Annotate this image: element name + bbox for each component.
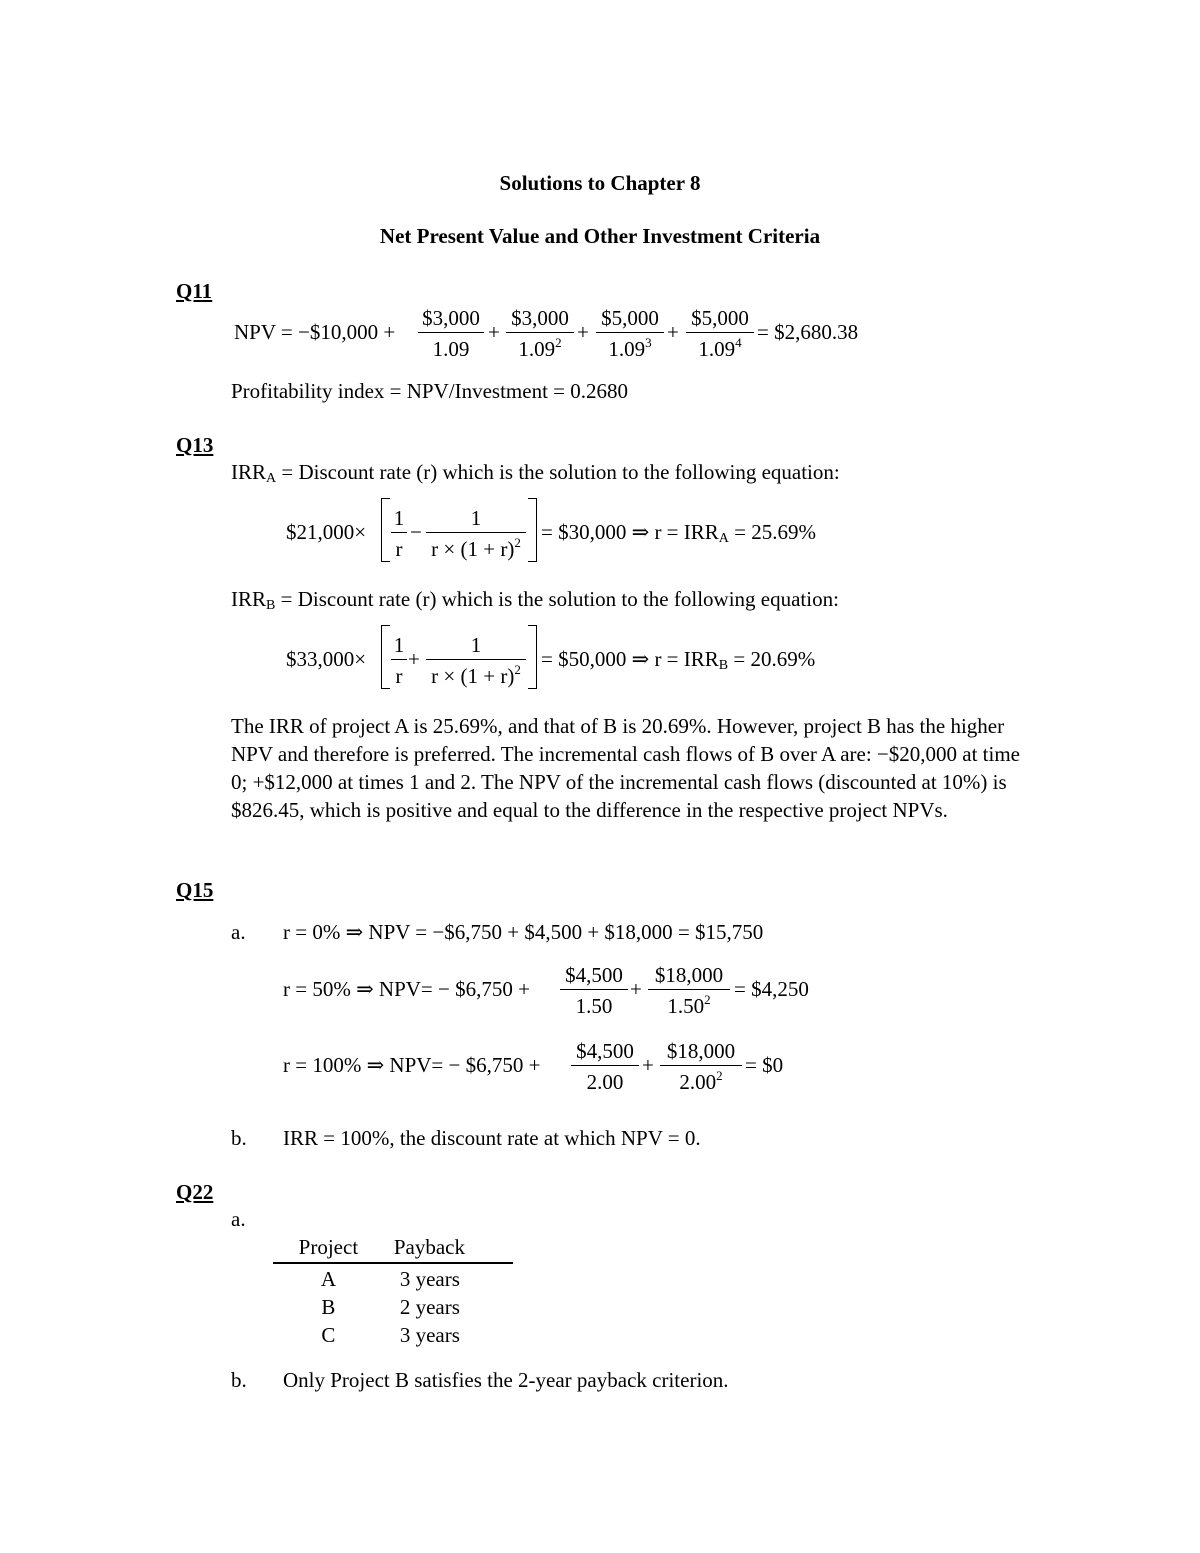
q11-fraction-2 (506, 308, 574, 360)
q13-eq-a-fraction-1: $\frac{1}{r}$ (391, 508, 407, 560)
q13-irr-a-definition: $IRR_A$ = Discount rate (r) which is the solution to the following equation: (231, 460, 840, 486)
q13-eq-b-fraction-2: $\frac{1}{r \times (1 + r)^2}$ (426, 635, 526, 687)
table-row (273, 1320, 513, 1348)
q15-line-3-fraction-1: $\frac{\$4,500}{2.00}$ (571, 1041, 639, 1093)
page-title: Solutions to Chapter 8 (499, 171, 701, 195)
project-cell: B (321, 1295, 336, 1319)
q11-fraction-1-denominator: 1.09 (432, 337, 470, 361)
q13-explanation: The IRR of project A is 25.69%, and that of B is 20.69%. However, project B has the higher NPV and therefore is preferred. The incremental cash flows of B over A are: −$20,000 at time 0; +$12,000 at times 1 and 2. The NPV of the incremental cash flows (discounted at 10%) is $826.45, which is positive and equal to the difference in the respective project NPVs. (231, 714, 1020, 822)
q13-eq-b-fraction-1: $\frac{1}{r}$ (391, 635, 407, 687)
plus-sign: + (642, 1053, 654, 1077)
q11-heading: Q11 (176, 279, 213, 303)
q22-a-label: a. (231, 1207, 246, 1231)
q13-eq-a-rhs: = $30,000 ⇒ $r = IRR_A = 25.69\%$ (541, 520, 817, 546)
q15-line-2-lhs: r = 50% ⇒ NPV= − $6,750 + (283, 977, 530, 1001)
q15-b-label: b. (231, 1126, 247, 1150)
q15-line-2-fraction-2: $\frac{\$18,000}{1.50^2}$ (648, 965, 730, 1017)
q22-b-label: b. (231, 1368, 247, 1392)
q11-profitability-index: Profitability index = NPV/Investment = 0.2680 (231, 379, 628, 403)
q11-fraction-3-denominator: 1.09$^3$ (608, 335, 652, 361)
plus-sign: + (488, 320, 500, 344)
minus-sign: − (410, 520, 422, 544)
q15-line-1: r = 0% ⇒ NPV = −$6,750 + $4,500 + $18,000 = $15,750 (283, 920, 764, 944)
q13-irr-b-definition: $IRR_B$ = Discount rate (r) which is the solution to the following equation: (231, 587, 839, 613)
q13-heading: Q13 (176, 433, 214, 457)
plus-sign: + (667, 320, 679, 344)
q15-line-2-result: = $4,250 (734, 977, 809, 1001)
project-cell: A (320, 1267, 336, 1291)
project-cell: C (321, 1323, 336, 1347)
payback-cell: 3 years (399, 1323, 460, 1347)
left-bracket (381, 498, 390, 562)
q15-heading: Q15 (176, 878, 214, 902)
plus-sign: + (630, 977, 642, 1001)
q15-b-text: IRR = 100%, the discount rate at which NPV = 0. (283, 1126, 701, 1150)
q11-fraction-3-numerator: $5,000 (596, 308, 664, 333)
right-bracket (528, 625, 537, 689)
column-header-project: Project (273, 1235, 384, 1263)
column-header-payback: Payback (384, 1235, 513, 1263)
q15-line-3-lhs: r = 100% ⇒ NPV= − $6,750 + (283, 1053, 541, 1077)
q11-fraction-2-numerator: $3,000 (506, 308, 574, 333)
q15-a-label: a. (231, 920, 246, 944)
left-bracket (381, 625, 390, 689)
q13-eq-b-rhs: = $50,000 ⇒ $r = IRR_B = 20.69\%$ (541, 647, 816, 673)
q11-fraction-4-numerator: $5,000 (686, 308, 754, 333)
q22-b-text: Only Project B satisfies the 2-year payback criterion. (283, 1368, 729, 1392)
q13-eq-b-lhs: $33,000× (286, 647, 367, 671)
right-bracket (528, 498, 537, 562)
plus-sign: + (408, 647, 420, 671)
q11-npv-result: = $2,680.38 (757, 320, 859, 344)
payback-table (273, 1235, 513, 1348)
payback-cell: 3 years (399, 1267, 460, 1291)
q11-fraction-4-denominator: 1.09$^4$ (698, 335, 742, 361)
q15-line-2-fraction-1: $\frac{\$4,500}{1.50}$ (560, 965, 628, 1017)
table-row (273, 1263, 513, 1292)
q11-fraction-1 (418, 308, 484, 360)
q11-fraction-2-denominator: 1.09$^2$ (518, 335, 562, 361)
payback-cell: 2 years (399, 1295, 460, 1319)
q11-fraction-4 (686, 308, 754, 360)
table-header-row (273, 1235, 513, 1263)
q15-line-3-result: = $0 (745, 1053, 784, 1077)
q22-heading: Q22 (176, 1180, 214, 1204)
q11-fraction-1-numerator: $3,000 (418, 308, 484, 333)
table-row (273, 1292, 513, 1320)
q13-eq-a-fraction-2: $\frac{1}{r \times (1 + r)^2}$ (426, 508, 526, 560)
q11-npv-lhs: NPV = −$10,000 + (234, 320, 396, 344)
q11-fraction-3 (596, 308, 664, 360)
page-subtitle: Net Present Value and Other Investment Criteria (379, 224, 821, 248)
plus-sign: + (577, 320, 589, 344)
q13-eq-a-lhs: $21,000× (286, 520, 367, 544)
q15-line-3-fraction-2: $\frac{\$18,000}{2.00^2}$ (660, 1041, 742, 1093)
